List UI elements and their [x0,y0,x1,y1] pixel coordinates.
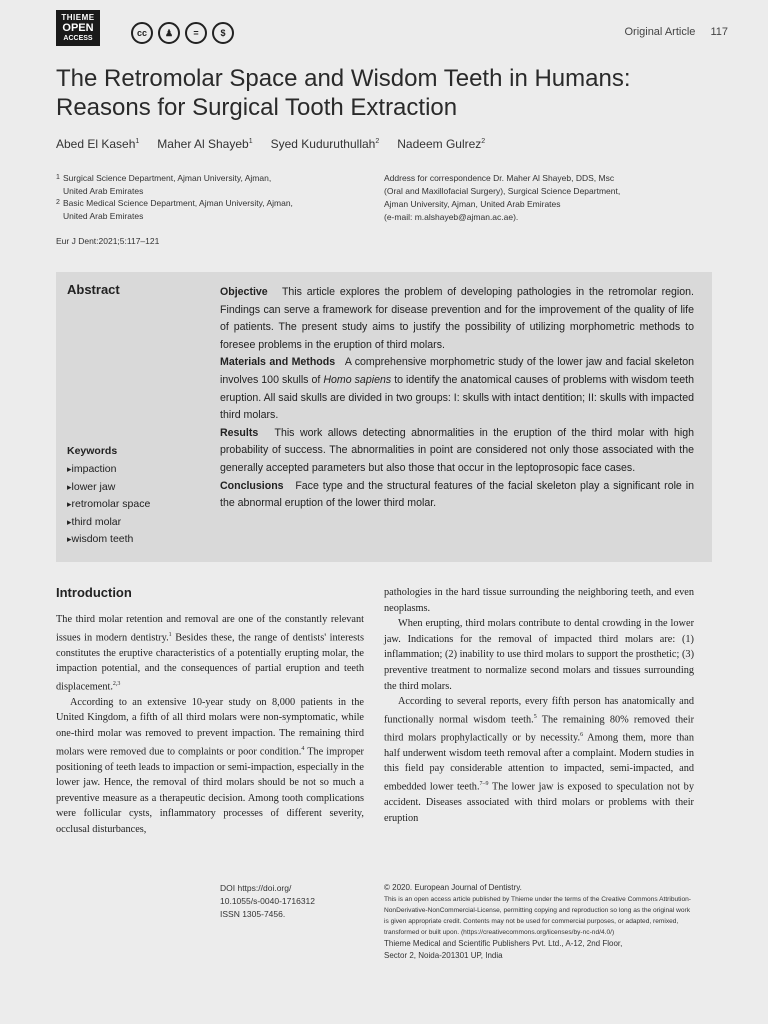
author: Nadeem Gulrez$^2$ [397,137,486,151]
keyword-item[interactable]: ▸ retromolar space [67,496,150,514]
body-column-left [56,612,364,838]
abstract-methods: Materials and Methods A comprehensive morphometric study of the lower jaw and facial skeleton involves 100 skulls of Homo sapiens to identify the anatomical causes of problems with wisdom teeth eruption. All said skulls are divided in two groups: I: skulls with intact dentition; II: skulls with impacted third molars. [220,356,695,422]
title-line-1: The Retromolar Space and Wisdom Teeth in Humans: [56,65,631,92]
issn: ISSN 1305-7456. [220,909,286,919]
paragraph: The third molar retention and removal are one of the constantly relevant issues in modern dentistry.$^1$ Besides these, the range of dentists' interests constitutes the eruptive characteristics of a potentially erupting molar, the impaction potential, and the consequences of partial eruption and teeth displacement.$^{2,3}$ [56,614,364,693]
correspondence-address: Address for correspondence Dr. Maher Al Shayeb, DDS, Msc (Oral and Maxillofacial Surgery), Surgical Science Department, Ajman University, Ajman, United Arab Emirates (e-mail: m.alshayeb@ajman.ac.ae). [384,173,621,222]
article-title [56,64,736,122]
paragraph: pathologies in the hard tissue surrounding the neighboring teeth, and even neoplasms. [384,587,694,614]
license-block [384,882,696,963]
license-text: This is an open access article published by Thieme under the terms of the Creative Commons Attribution-NonDerivative-NonCommercial-License, permitting copying and reproduction so long as the original work is given appropriate credit. Contents may not be used for commercial purposes, or adapted, remixed, transformed or built upon. (https://creativecommons.org/licenses/by-nc-nd/4.0/) [384,896,692,937]
cc-license-icons [131,22,234,44]
keyword-item[interactable]: ▸ wisdom teeth [67,531,150,549]
affiliations [56,172,356,222]
page-number: 117 [710,26,728,38]
paragraph: According to an extensive 10-year study on 8,000 patients in the United Kingdom, a fifth of all third molars were non-symptomatic, while one-third molar was removed to prevent impaction. The remaining third molars were removed due to complaints or poor condition.$^4$ The improper positioning of teeth leads to impaction or semi-impaction, especially in the lower jaw. Hence, the removal of third molars should be not so much a preventive measure as a therapeutic decision. Among tooth complications were follicular cysts, inflammatory processes of different severity, occlusal disturbances, [56,696,364,835]
author-list [56,137,485,151]
abstract-results: Results This work allows detecting abnormalities in the eruption of the third molar with high probability of success. The abnormalities in point are considered not only those associated with the generally accepted parameters but also those that occur in the leptoprosopic face cases. [220,426,694,474]
nd-icon: = [185,22,207,44]
running-header [624,26,728,38]
publisher-address: Thieme Medical and Scientific Publishers Pvt. Ltd., A-12, 2nd Floor, [384,939,623,949]
author: Abed El Kaseh$^1$ [56,137,140,151]
introduction-heading: Introduction [56,585,132,600]
author: Syed Kuduruthullah$^2$ [270,137,380,151]
abstract-conclusions: Conclusions Face type and the structural features of the facial skeleton play a significant role in the abnormal eruption of the lower third molar. [220,479,694,510]
affiliation-cont: United Arab Emirates [63,185,144,196]
logo-text-access: ACCESS [63,35,93,42]
paragraph: When erupting, third molars contribute to dental crowding in the lower jaw. Indications for the removal of impacted third molars are: (1) inflammation; (2) inability to use third molars to support the prosthetic; (3) preventive treatment to normalize second molars and tissues surrounding the third molars. [384,618,694,692]
keyword-item[interactable]: ▸ third molar [67,514,150,532]
logo-text-open: OPEN [62,22,94,34]
keywords-heading: Keywords [67,445,118,457]
title-line-2: Reasons for Surgical Tooth Extraction [56,94,458,121]
doi-number[interactable]: 10.1055/s-0040-1716312 [220,896,315,906]
article-type: Original Article [624,26,696,38]
paragraph: According to several reports, every fifth person has anatomically and functionally normal wisdom teeth.$^5$ The remaining 80% removed their third molars prophylactically or by necessity.$^6$ Among them, more than half underwent wisdom teeth removal after a complaint. Modern studies in this field pay considerable attention to impacted, semi-impacted, and embedded lower teeth.$^{7-9}$ The lower jaw is exposed to speculation not by accident. Diseases associated with third molars or problems with their eruption [384,696,694,824]
thieme-open-access-logo [56,10,100,46]
abstract-objective: Objective This article explores the problem of developing pathologies in the retromolar region. Findings can serve a framework for disease prevention and for the improvement of the quality of life of patients. The present study aims to justify the possibility of utilizing morphometric methods to foresee problems in the eruption of third molars. [220,286,694,351]
journal-citation: Eur J Dent:2021;5:117–121 [56,236,160,246]
affiliation: 1 Surgical Science Department, Ajman University, Ajman, [56,173,272,183]
keyword-item[interactable]: ▸ impaction [67,461,150,479]
author: Maher Al Shayeb$^1$ [157,137,253,151]
logo-text-thieme: THIEME [61,13,95,22]
doi-block [220,882,315,921]
by-icon: ♟ [158,22,180,44]
affiliation-cont: United Arab Emirates [63,210,144,221]
abstract-heading: Abstract [67,282,120,297]
nc-icon: $ [212,22,234,44]
keyword-item[interactable]: ▸ lower jaw [67,479,150,497]
correspondence-email[interactable]: (e-mail: m.alshayeb@ajman.ac.ae). [384,212,519,222]
copyright: © 2020. European Journal of Dentistry. [384,883,522,892]
keywords-list [67,461,150,549]
abstract-body [220,284,694,513]
body-column-right [384,585,694,826]
doi-link[interactable]: DOI https://doi.org/ [220,883,292,893]
correspondence-label: Address for correspondence [384,173,491,183]
publisher-address-cont: Sector 2, Noida-201301 UP, India [384,951,503,961]
affiliation: 2 Basic Medical Science Department, Ajman University, Ajman, [56,198,293,208]
cc-icon: cc [131,22,153,44]
